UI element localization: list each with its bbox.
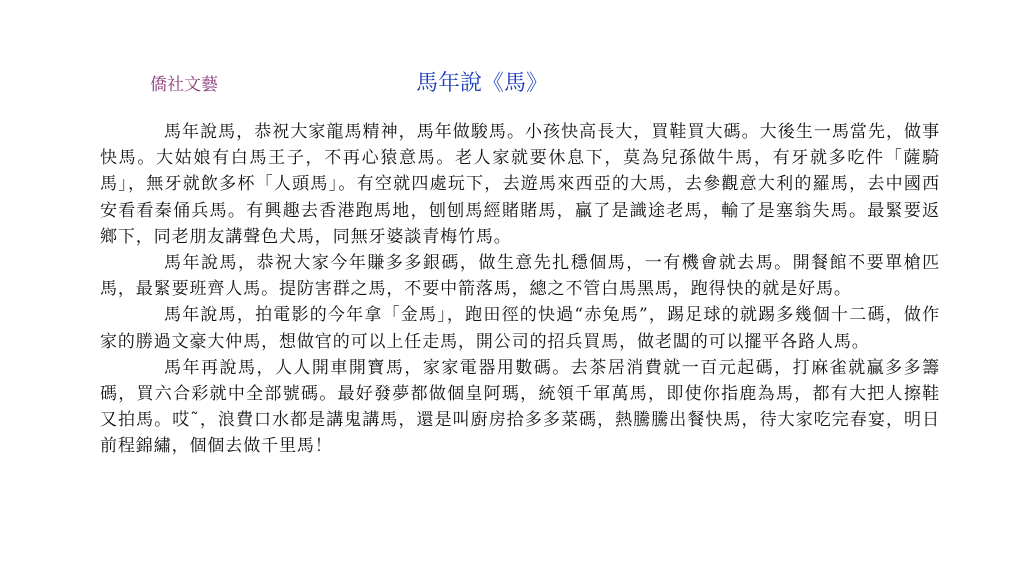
article-paragraph-4: 馬年再說馬，人人開車開寶馬，家家電器用數碼。去茶居消費就一百元起碼，打麻雀就贏多多籌碼，買六合彩就中全部號碼。最好發夢都做個皇阿瑪，統領千軍萬馬，即使你指鹿為馬，都有大把人擦鞋又拍馬。哎˜，浪費口水都是講鬼講馬，還是叫廚房拾多多菜碼，熱騰騰出餐快馬，待大家吃完春宴，明日前程錦繡，個個去做千里馬！	[100, 357, 940, 457]
article-body	[100, 119, 940, 460]
article-paragraph-3: 馬年說馬，拍電影的今年拿「金馬」，跑田徑的快過“赤兔馬”，踢足球的就踢多幾個十二碼，做作家的勝過文豪大仲馬，想做官的可以上任走馬，開公司的招兵買馬，做老闆的可以擺平各路人馬。	[100, 305, 940, 352]
article-paragraph-2: 馬年說馬，恭祝大家今年賺多多銀碼，做生意先扎穩個馬，一有機會就去馬。開餐館不要單槍匹馬，最緊要班齊人馬。提防害群之馬，不要中箭落馬，總之不管白馬黑馬，跑得快的就是好馬。	[100, 253, 940, 300]
section-tag: 僑社文藝	[150, 75, 218, 95]
page-title: 馬年說《馬》	[416, 71, 549, 96]
article-paragraph-1: 馬年說馬，恭祝大家龍馬精神，馬年做駿馬。小孩快高長大，買鞋買大碼。大後生一馬當先，做事快馬。大姑娘有白馬王子，不再心猿意馬。老人家就要休息下，莫為兒孫做牛馬，有牙就多吃件「薩騎馬」，無牙就飲多杯「人頭馬」。有空就四處玩下，去遊馬來西亞的大馬，去參觀意大利的羅馬，去中國西安看看秦俑兵馬。有興趣去香港跑馬地，刨刨馬經賭賭馬，贏了是識途老馬，輸了是塞翁失馬。最緊要返鄉下，同老朋友講聲色犬馬，同無牙婆談青梅竹馬。	[100, 122, 940, 247]
